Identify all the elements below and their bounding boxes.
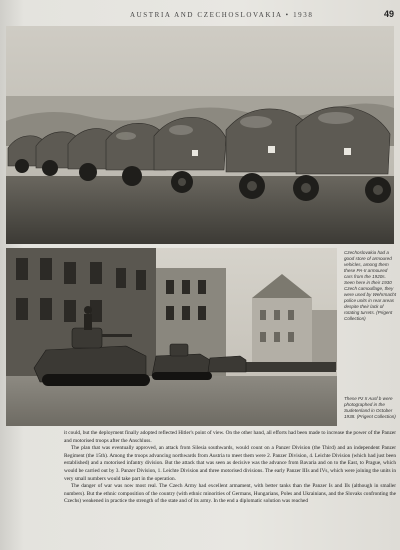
running-head: AUSTRIA AND CZECHOSLOVAKIA • 1938 [130,11,314,19]
page-number: 49 [383,9,394,19]
photo-tanks-in-town [6,248,337,426]
caption-armoured-cars: Czechoslovakia had a good store of armoured vehicles, among them these PA-II armoured cars from the 1920s. Seen here in their 1930 Czech camouflage, they were used by Wehrmacht police units in rear areas despite their lack of rotating turrets. (Prigent Collection) [344,250,397,321]
paragraph: The danger of war was now most real. The Czech Army had excellent armament, with better tanks than the Panzer Is and IIs (although in smaller numbers). But the ethnic composition of the country (with ethnic minorities of Germans, Hungarians, Poles and Ukrainians, and the Slovaks confronting the Czechs) weakened in practice the strength of the state and of its army. In the end a diplomatic solution was reached [64,483,396,505]
body-text [64,430,396,506]
paragraph: it could, but the deployment finally adopted reflected Hitler's point of view. On the other hand, all efforts had been made to increase the power of the Panzer and motorised troops after the Anschluss. [64,430,396,444]
caption-tanks: These Pz II Ausf b were photographed in the Sudetenland in October 1938. (Prigent Collection) [344,396,396,419]
paragraph: The plan that was eventually approved, an attack from Silesia southwards, would count on a Panzer Division (the Third) and an independent Panzer Regiment (the 15th). Among the troops advancing northwards from Austria to meet them were 2. Panzer Division, 4. Leichte Division (which had just been established) and a motorised infantry division. But the attack that was seen as decisive was the advance from Bavaria and on to the East, to Prague, which would be carried out by 3. Panzer Division, 1. Leichte Division and three motorised divisions. The early Panzer IIIs and IVs, which were joining the units in very small numbers would take part in the operation. [64,445,396,482]
photo-armoured-cars [6,26,394,244]
